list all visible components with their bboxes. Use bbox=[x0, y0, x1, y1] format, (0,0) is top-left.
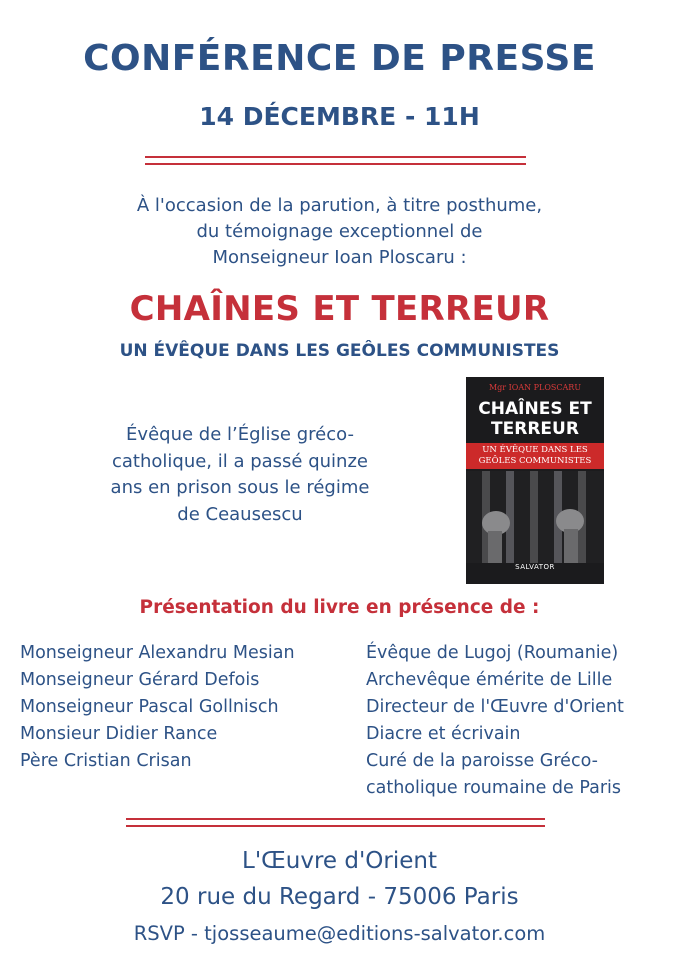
book-cover-image bbox=[466, 377, 604, 584]
cover-subtitle bbox=[466, 445, 604, 467]
speaker-role: catholique roumaine de Paris bbox=[366, 778, 622, 798]
address: 20 rue du Regard - 75006 Paris bbox=[160, 884, 519, 910]
cover-title bbox=[466, 399, 604, 439]
intro-line: Monseigneur Ioan Ploscaru : bbox=[212, 247, 467, 268]
cover-title-line: TERREUR bbox=[491, 419, 579, 439]
intro-text bbox=[0, 193, 679, 271]
divider-bottom-1 bbox=[126, 818, 545, 820]
speaker-role: Diacre et écrivain bbox=[366, 724, 521, 744]
cover-subtitle-line: GEÔLES COMMUNISTES bbox=[478, 456, 592, 466]
prison-bars-illustration bbox=[466, 471, 604, 563]
divider-bottom-2 bbox=[126, 825, 545, 827]
speaker-role: Archevêque émérite de Lille bbox=[366, 670, 613, 690]
speaker-name: Monseigneur Alexandru Mesian bbox=[20, 643, 295, 663]
description-line: Évêque de l’Église gréco- bbox=[126, 424, 354, 445]
speaker-names bbox=[20, 640, 295, 775]
cover-author: Mgr IOAN PLOSCARU bbox=[488, 383, 582, 392]
rsvp-contact: RSVP - tjosseaume@editions-salvator.com bbox=[133, 922, 546, 945]
intro-line: du témoignage exceptionnel de bbox=[196, 221, 483, 242]
speaker-name: Monseigneur Pascal Gollnisch bbox=[20, 697, 279, 717]
event-date: 14 DÉCEMBRE - 11H bbox=[199, 102, 480, 131]
speaker-role: Évêque de Lugoj (Roumanie) bbox=[366, 643, 619, 663]
description-line: catholique, il a passé quinze bbox=[111, 450, 368, 472]
cover-publisher: SALVATOR bbox=[515, 563, 555, 571]
author-description bbox=[90, 422, 390, 528]
divider-top-1 bbox=[145, 156, 526, 158]
page-title: CONFÉRENCE DE PRESSE bbox=[83, 38, 596, 79]
speaker-role: Directeur de l'Œuvre d'Orient bbox=[366, 697, 624, 717]
presentation-heading: Présentation du livre en présence de : bbox=[139, 597, 540, 618]
speaker-name: Monsieur Didier Rance bbox=[20, 724, 218, 744]
speaker-name: Père Cristian Crisan bbox=[20, 751, 192, 771]
speaker-role: Curé de la paroisse Gréco- bbox=[366, 751, 598, 771]
book-title: CHAÎNES ET TERREUR bbox=[129, 289, 550, 329]
divider-top-2 bbox=[145, 163, 526, 165]
organization-name: L'Œuvre d'Orient bbox=[242, 848, 437, 874]
intro-line: À l'occasion de la parution, à titre posthume, bbox=[136, 195, 543, 216]
cover-title-line: CHAÎNES ET bbox=[478, 399, 592, 419]
description-line: de Ceausescu bbox=[177, 503, 303, 525]
cover-subtitle-line: UN ÉVÊQUE DANS LES bbox=[482, 445, 588, 455]
book-subtitle: UN ÉVÊQUE DANS LES GEÔLES COMMUNISTES bbox=[119, 341, 560, 361]
description-line: ans en prison sous le régime bbox=[110, 477, 370, 498]
speaker-roles bbox=[366, 640, 624, 802]
speaker-name: Monseigneur Gérard Defois bbox=[20, 670, 260, 690]
